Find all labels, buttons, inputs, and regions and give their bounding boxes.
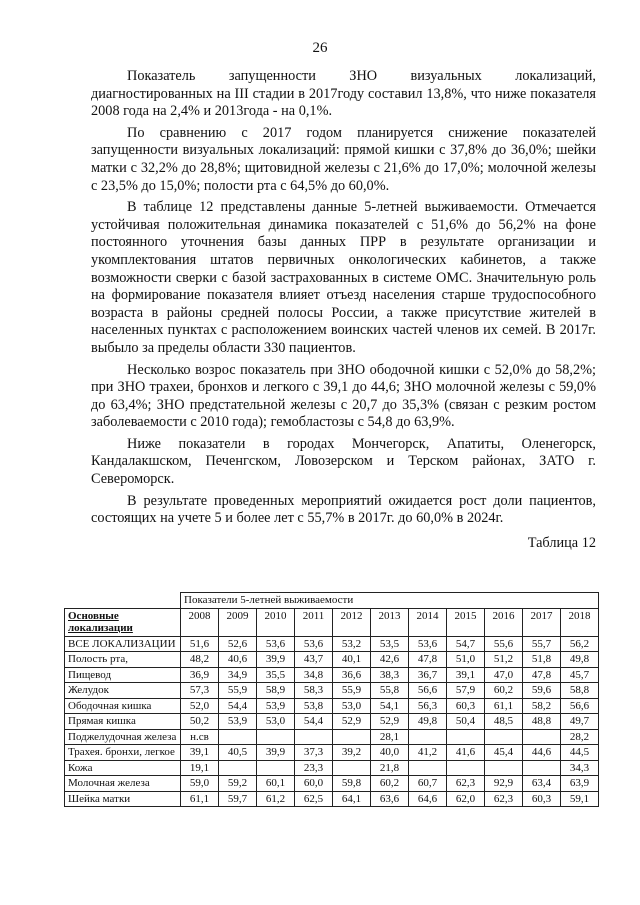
paragraph-4: Несколько возрос показатель при ЗНО ободочной кишки с 52,0% до 58,2%; при ЗНО трахеи, бронхов и легкого с 39,1 до 44,6; ЗНО молочной железы с 59,0% до 63,4%; ЗНО предстательной железы с 20,7 до 35,3% (связан с резким ростом заболеваемости с 2010 года); гемобластозы с 54,8 до 63,9%. bbox=[91, 361, 596, 431]
table-cell: 62,3 bbox=[447, 776, 485, 792]
table-cell: 45,4 bbox=[485, 745, 523, 761]
row-label: Кожа bbox=[65, 760, 181, 776]
year-header-2016: 2016 bbox=[485, 608, 523, 636]
document-body bbox=[91, 68, 596, 552]
row-label: Пищевод bbox=[65, 667, 181, 683]
year-header-2012: 2012 bbox=[333, 608, 371, 636]
table-row bbox=[65, 698, 599, 714]
page-number: 26 bbox=[312, 40, 328, 56]
table-cell: 59,7 bbox=[219, 791, 257, 807]
table-cell: 55,6 bbox=[485, 636, 523, 652]
table-cell: 62,3 bbox=[485, 791, 523, 807]
row-label: Молочная железа bbox=[65, 776, 181, 792]
table-row bbox=[65, 714, 599, 730]
table-cell: 60,3 bbox=[447, 698, 485, 714]
table-cell: 63,6 bbox=[371, 791, 409, 807]
table-cell: 21,8 bbox=[371, 760, 409, 776]
table-cell: 36,6 bbox=[333, 667, 371, 683]
table-cell: 60,3 bbox=[523, 791, 561, 807]
table-cell: 42,6 bbox=[371, 652, 409, 668]
table-cell: 55,9 bbox=[219, 683, 257, 699]
year-header-2009: 2009 bbox=[219, 608, 257, 636]
table-cell: 53,5 bbox=[371, 636, 409, 652]
table-cell: 55,7 bbox=[523, 636, 561, 652]
table-cell: 41,2 bbox=[409, 745, 447, 761]
table-cell bbox=[447, 729, 485, 745]
table-cell: 54,7 bbox=[447, 636, 485, 652]
table-cell bbox=[295, 729, 333, 745]
table-row bbox=[65, 729, 599, 745]
table-cell: 44,5 bbox=[561, 745, 599, 761]
table-cell: 58,2 bbox=[523, 698, 561, 714]
table-cell: 39,1 bbox=[447, 667, 485, 683]
table-cell bbox=[485, 760, 523, 776]
table-cell: 48,5 bbox=[485, 714, 523, 730]
table-cell: 43,7 bbox=[295, 652, 333, 668]
year-header-2018: 2018 bbox=[561, 608, 599, 636]
table-cell: 40,0 bbox=[371, 745, 409, 761]
table-cell: 52,9 bbox=[371, 714, 409, 730]
table-cell: 36,9 bbox=[181, 667, 219, 683]
row-label: Трахея. бронхи, легкое bbox=[65, 745, 181, 761]
row-label: Шейка матки bbox=[65, 791, 181, 807]
row-label: ВСЕ ЛОКАЛИЗАЦИИ bbox=[65, 636, 181, 652]
table-cell bbox=[219, 729, 257, 745]
table-cell: 58,9 bbox=[257, 683, 295, 699]
table-cell: 34,8 bbox=[295, 667, 333, 683]
table-cell: 50,4 bbox=[447, 714, 485, 730]
table-cell: 49,8 bbox=[561, 652, 599, 668]
table-cell: 49,8 bbox=[409, 714, 447, 730]
survival-table bbox=[64, 592, 599, 807]
table-cell bbox=[219, 760, 257, 776]
table-cell: 39,9 bbox=[257, 745, 295, 761]
row-label: Ободочная кишка bbox=[65, 698, 181, 714]
table-cell: 40,1 bbox=[333, 652, 371, 668]
table-group-header-row bbox=[65, 593, 599, 609]
table-cell: 45,7 bbox=[561, 667, 599, 683]
table-cell: 56,2 bbox=[561, 636, 599, 652]
table-cell: 61,1 bbox=[485, 698, 523, 714]
table-row bbox=[65, 776, 599, 792]
table-cell: 36,7 bbox=[409, 667, 447, 683]
table-cell bbox=[523, 760, 561, 776]
table-cell: 53,6 bbox=[295, 636, 333, 652]
table-cell: 60,1 bbox=[257, 776, 295, 792]
table-cell: 38,3 bbox=[371, 667, 409, 683]
table-cell: 60,2 bbox=[485, 683, 523, 699]
table-cell: 48,8 bbox=[523, 714, 561, 730]
table-cell: 49,7 bbox=[561, 714, 599, 730]
table-corner-blank bbox=[65, 593, 181, 609]
table-cell: 60,0 bbox=[295, 776, 333, 792]
paragraph-3: В таблице 12 представлены данные 5-летней выживаемости. Отмечается устойчивая положительная динамика показателей с 51,6% до 56,2% на фоне постоянного уточнения базы данных ПРР в результате организации и укомплектования штатов первичных онкологических кабинетов, а также возможности сверки с базой застрахованных в системе ОМС. Значительную роль на формирование показателя влияет отъезд населения старше трудоспособного возраста в районы средней полосы России, а также присутствие жителей в населенных пунктах с расположением воинских частей членов их семей. В 2017г. выбыло за пределы области 330 пациентов. bbox=[91, 199, 596, 356]
table-group-header: Показатели 5-летней выживаемости bbox=[181, 593, 599, 609]
row-label: Желудок bbox=[65, 683, 181, 699]
table-cell: 63,9 bbox=[561, 776, 599, 792]
table-row bbox=[65, 760, 599, 776]
table-cell bbox=[333, 760, 371, 776]
table-cell: 47,8 bbox=[409, 652, 447, 668]
table-cell: 64,6 bbox=[409, 791, 447, 807]
year-header-2011: 2011 bbox=[295, 608, 333, 636]
table-cell: 39,9 bbox=[257, 652, 295, 668]
row-label: Прямая кишка bbox=[65, 714, 181, 730]
table-cell: 53,2 bbox=[333, 636, 371, 652]
table-cell: 51,2 bbox=[485, 652, 523, 668]
table-cell bbox=[257, 760, 295, 776]
table-cell: 62,0 bbox=[447, 791, 485, 807]
paragraph-2: По сравнению с 2017 годом планируется снижение показателей запущенности визуальных локализаций: прямой кишки с 37,8% до 36,0%; шейки матки с 32,2% до 28,8%; щитовидной железы с 21,6% до 17,0%; молочной железы с 23,5% до 15,0%; полости рта с 64,5% до 60,0%. bbox=[91, 124, 596, 194]
table-cell: 39,1 bbox=[181, 745, 219, 761]
table-cell: 34,9 bbox=[219, 667, 257, 683]
table-cell: 60,2 bbox=[371, 776, 409, 792]
table-cell: 39,2 bbox=[333, 745, 371, 761]
table-cell: 59,1 bbox=[561, 791, 599, 807]
row-label: Полость рта, bbox=[65, 652, 181, 668]
table-row bbox=[65, 636, 599, 652]
table-cell: 34,3 bbox=[561, 760, 599, 776]
row-label: Поджелудочная железа bbox=[65, 729, 181, 745]
table-cell: 63,4 bbox=[523, 776, 561, 792]
table-cell: 59,6 bbox=[523, 683, 561, 699]
table-cell: 56,6 bbox=[561, 698, 599, 714]
table-cell: 51,0 bbox=[447, 652, 485, 668]
table-cell: 57,9 bbox=[447, 683, 485, 699]
table-cell: 53,0 bbox=[333, 698, 371, 714]
table-cell: 59,2 bbox=[219, 776, 257, 792]
table-cell: 52,0 bbox=[181, 698, 219, 714]
year-header-2014: 2014 bbox=[409, 608, 447, 636]
table-caption: Таблица 12 bbox=[527, 534, 596, 551]
table-cell: 40,6 bbox=[219, 652, 257, 668]
table-cell: 54,4 bbox=[295, 714, 333, 730]
table-cell: 54,4 bbox=[219, 698, 257, 714]
table-row bbox=[65, 791, 599, 807]
table-cell: 19,1 bbox=[181, 760, 219, 776]
table-cell bbox=[523, 729, 561, 745]
table-row bbox=[65, 683, 599, 699]
year-header-2017: 2017 bbox=[523, 608, 561, 636]
table-cell: 53,0 bbox=[257, 714, 295, 730]
table-cell: 23,3 bbox=[295, 760, 333, 776]
table-cell: 59,8 bbox=[333, 776, 371, 792]
table-cell: 92,9 bbox=[485, 776, 523, 792]
table-cell bbox=[409, 729, 447, 745]
table-cell: 53,6 bbox=[257, 636, 295, 652]
table-cell: 48,2 bbox=[181, 652, 219, 668]
table-cell: 44,6 bbox=[523, 745, 561, 761]
table-row bbox=[65, 745, 599, 761]
table-cell bbox=[447, 760, 485, 776]
table-cell bbox=[333, 729, 371, 745]
table-cell: 41,6 bbox=[447, 745, 485, 761]
table-corner-header: Основные локализации bbox=[65, 608, 181, 636]
table-cell: 56,6 bbox=[409, 683, 447, 699]
table-cell: 54,1 bbox=[371, 698, 409, 714]
table-cell: 62,5 bbox=[295, 791, 333, 807]
paragraph-1: Показатель запущенности ЗНО визуальных локализаций, диагностированных на III стадии в 2017году составил 13,8%, что ниже показателя 2008 года на 2,4% и 2013года - на 0,1%. bbox=[91, 68, 596, 120]
table-cell: 51,8 bbox=[523, 652, 561, 668]
table-cell bbox=[257, 729, 295, 745]
year-header-2008: 2008 bbox=[181, 608, 219, 636]
table-cell: 50,2 bbox=[181, 714, 219, 730]
table-cell: 53,6 bbox=[409, 636, 447, 652]
table-cell: 55,9 bbox=[333, 683, 371, 699]
table-cell bbox=[485, 729, 523, 745]
table-cell: 53,9 bbox=[219, 714, 257, 730]
table-cell: 57,3 bbox=[181, 683, 219, 699]
table-cell: 28,1 bbox=[371, 729, 409, 745]
table-cell: 58,8 bbox=[561, 683, 599, 699]
table-cell bbox=[409, 760, 447, 776]
table-cell: 47,0 bbox=[485, 667, 523, 683]
table-cell: 61,2 bbox=[257, 791, 295, 807]
table-cell: 52,9 bbox=[333, 714, 371, 730]
table-row bbox=[65, 667, 599, 683]
table-row bbox=[65, 652, 599, 668]
table-cell: 28,2 bbox=[561, 729, 599, 745]
table-cell: 55,8 bbox=[371, 683, 409, 699]
year-header-2013: 2013 bbox=[371, 608, 409, 636]
table-cell: 56,3 bbox=[409, 698, 447, 714]
table-cell: н.св bbox=[181, 729, 219, 745]
table-cell: 53,9 bbox=[257, 698, 295, 714]
paragraph-5: Ниже показатели в городах Мончегорск, Апатиты, Оленегорск, Кандалакшском, Печенгском, Ловозерском и Терском районах, ЗАТО г. Североморск. bbox=[91, 435, 596, 488]
year-header-2015: 2015 bbox=[447, 608, 485, 636]
table-cell: 61,1 bbox=[181, 791, 219, 807]
table-cell: 35,5 bbox=[257, 667, 295, 683]
year-header-2010: 2010 bbox=[257, 608, 295, 636]
table-cell: 53,8 bbox=[295, 698, 333, 714]
table-cell: 51,6 bbox=[181, 636, 219, 652]
table-cell: 52,6 bbox=[219, 636, 257, 652]
table-header-row bbox=[65, 608, 599, 636]
table-cell: 59,0 bbox=[181, 776, 219, 792]
table-cell: 64,1 bbox=[333, 791, 371, 807]
paragraph-6: В результате проведенных мероприятий ожидается рост доли пациентов, состоящих на учете 5 и более лет с 55,7% в 2017г. до 60,0% в 2024г. bbox=[91, 492, 596, 527]
table-cell: 58,3 bbox=[295, 683, 333, 699]
table-body bbox=[65, 636, 599, 807]
table-cell: 40,5 bbox=[219, 745, 257, 761]
table-cell: 60,7 bbox=[409, 776, 447, 792]
table-cell: 37,3 bbox=[295, 745, 333, 761]
table-cell: 47,8 bbox=[523, 667, 561, 683]
